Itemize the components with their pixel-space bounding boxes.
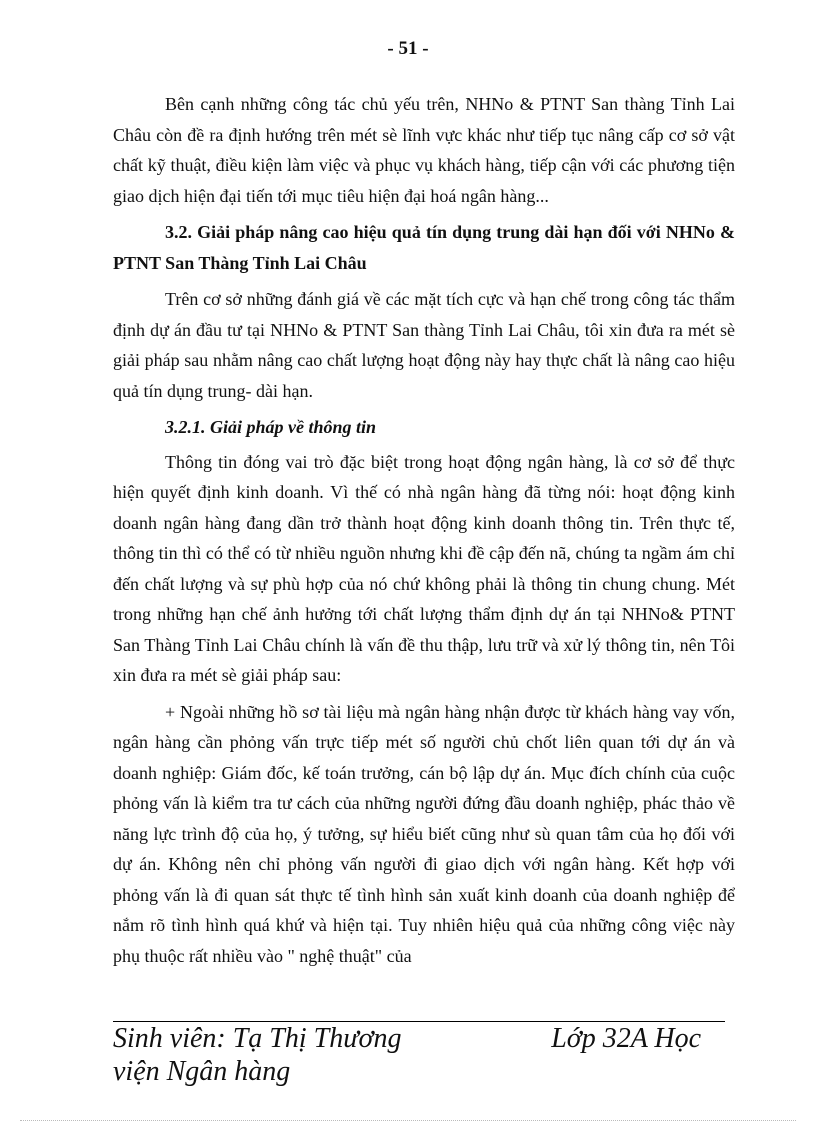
page-bottom-border — [20, 1120, 796, 1121]
footer-student: Sinh viên: Tạ Thị Thương — [113, 1023, 402, 1054]
page-number: - 51 - — [387, 38, 429, 59]
paragraph-information: Thông tin đóng vai trò đặc biệt trong hoạt động ngân hàng, là cơ sở để thực hiện quyết định kinh doanh. Vì thế có nhà ngân hàng đã từng nói: hoạt động kinh doanh ngân hàng đang dần trở thành hoạt động kinh doanh thông tin. Trên thực tế, thông tin thì có thể có từ nhiều nguồn nhưng khi đề cập đến nã, chúng ta ngầm ám chỉ đến chất lượng và sự phù hợp của nó chứ không phải là thông tin chung chung. Mét trong những hạn chế ảnh hưởng tới chất lượng thẩm định dự án tại NHNo& PTNT San Thàng Tỉnh Lai Châu chính là vấn đề thu thập, lưu trữ và xử lý thông tin, nên Tôi xin đưa ra mét sè giải pháp sau: — [113, 451, 735, 685]
section-heading: 3.2. Giải pháp nâng cao hiệu quả tín dụng trung dài hạn đối với NHNo & PTNT San Thàng Tỉnh Lai Châu — [113, 222, 735, 273]
paragraph-section-intro: Trên cơ sở những đánh giá về các mặt tích cực và hạn chế trong công tác thẩm định dự án đầu tư tại NHNo & PTNT San thàng Tỉnh Lai Châu, tôi xin đưa ra mét sè giải pháp sau nhằm nâng cao chất lượng hoạt động này hay thực chất là nâng cao hiệu quả tín dụng trung- dài hạn. — [113, 289, 735, 401]
paragraph-intro: Bên cạnh những công tác chủ yếu trên, NHNo & PTNT San thàng Tỉnh Lai Châu còn đề ra định hướng trên mét sè lĩnh vực khác như tiếp tục nâng cấp cơ sở vật chất kỹ thuật, điều kiện làm việc và phục vụ khách hàng, tiếp cận với các phương tiện giao dịch hiện đại tiến tới mục tiêu hiện đại hoá ngân hàng... — [113, 94, 735, 206]
paragraph-interview: + Ngoài những hồ sơ tài liệu mà ngân hàng nhận được từ khách hàng vay vốn, ngân hàng cần phỏng vấn trực tiếp mét số người chủ chốt liên quan tới dự án và doanh nghiệp: Giám đốc, kế toán trưởng, cán bộ lập dự án. Mục đích chính của cuộc phỏng vấn là kiểm tra tư cách của những người đứng đầu doanh nghiệp, phác thảo về năng lực trình độ của họ, ý tưởng, sự hiểu biết cũng như sù quan tâm của họ đối với dự án. Không nên chỉ phỏng vấn người đi giao dịch với ngân hàng. Kết hợp với phỏng vấn là đi quan sát thực tế tình hình sản xuất kinh doanh của doanh nghiệp để nắm rõ tình hình quá khứ và hiện tại. Tuy nhiên hiệu quả của những công việc này phụ thuộc rất nhiều vào " nghệ thuật" của — [113, 701, 735, 966]
footer-class: Lớp 32A Học — [551, 1023, 701, 1054]
footer-institution: viện Ngân hàng — [113, 1056, 291, 1087]
document-body — [113, 89, 735, 971]
subsection-heading: 3.2.1. Giải pháp về thông tin — [165, 417, 377, 437]
